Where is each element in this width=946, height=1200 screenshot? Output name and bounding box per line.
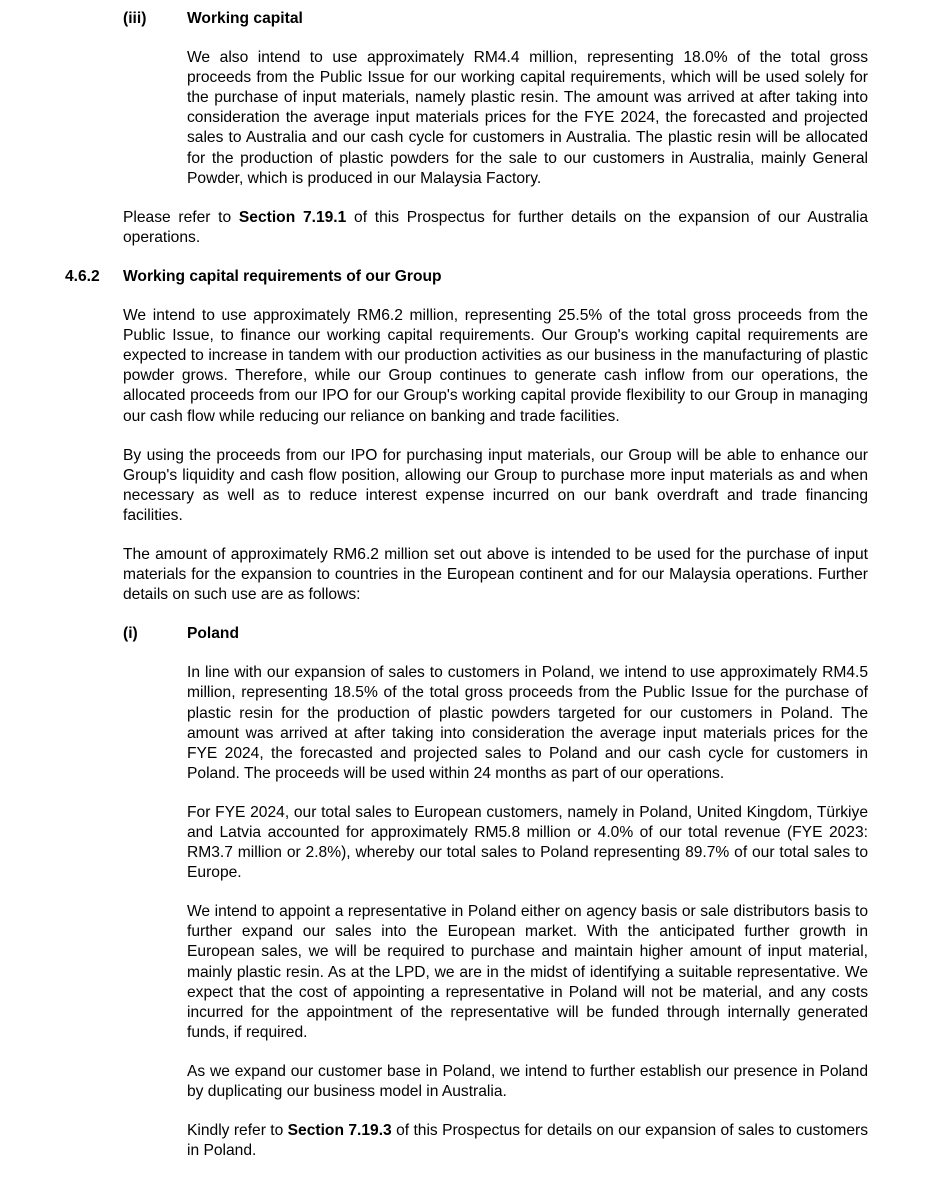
refer-australia-suffix: of this Prospectus for further details on the expansion of our Australia operations. — [123, 208, 869, 246]
refer-poland-suffix: of this Prospectus for details on our expansion of sales to customers in Poland. — [187, 1122, 868, 1160]
refer-poland-section-ref: Section 7.19.3 — [287, 1122, 392, 1140]
refer-australia-prefix: Please refer to — [123, 208, 239, 226]
item-iii-block — [123, 9, 868, 248]
item-i-para-4: As we expand our customer base in Poland, we intend to further establish our presence in Poland by duplicating our business model in Australia. — [187, 1062, 868, 1101]
item-i-para-3: We intend to appoint a representative in Poland either on agency basis or sale distributors basis to further expand our sales into the European market. With the anticipated further growth in European sales, we will be required to purchase and maintain higher amount of input material, mainly plastic resin. As at the LPD, we are in the midst of identifying a suitable representative. We expect that the cost of appointing a representative in Poland will not be material, and any costs incurred for the appointment of the representative will be funded through internally generated funds, if required. — [187, 903, 868, 1041]
item-i-heading-row — [123, 624, 868, 644]
item-i-heading: Poland — [187, 625, 239, 643]
item-i-para-2: For FYE 2024, our total sales to European customers, namely in Poland, United Kingdom, Türkiye and Latvia accounted for approximately RM5.8 million or 4.0% of our total revenue (FYE 2023: RM3.7 million or 2.8%), whereby our total sales to Poland representing 89.7% of our total sales to Europe. — [187, 803, 868, 882]
refer-poland-prefix: Kindly refer to — [187, 1122, 288, 1140]
section-4-6-2-number: 4.6.2 — [65, 267, 100, 285]
item-i-block — [123, 624, 868, 1161]
section-4-6-2-body — [123, 267, 868, 1161]
item-iii-heading-row — [123, 9, 868, 29]
item-iii-marker: (iii) — [123, 10, 147, 27]
item-i-body — [187, 663, 868, 1161]
section-4-6-2-para-1: We intend to use approximately RM6.2 million, representing 25.5% of the total gross proceeds from the Public Issue, to finance our working capital requirements. Our Group's working capital requirements are expected to increase in tandem with our production activities as our business in the manufacturing of plastic powder grows. Therefore, while our Group continues to generate cash inflow from our operations, the allocated proceeds from our IPO for our Group's working capital provide flexibility to our Group in managing our cash flow while reducing our reliance on banking and trade facilities. — [123, 307, 868, 425]
section-4-6-2-para-2: By using the proceeds from our IPO for purchasing input materials, our Group will be able to enhance our Group's liquidity and cash flow position, allowing our Group to purchase more input materials as and when necessary as well as to reduce interest expense incurred on our bank overdraft and trade financing facilities. — [123, 446, 868, 524]
item-i-marker: (i) — [123, 625, 138, 643]
section-4-6-2-para-3: The amount of approximately RM6.2 million set out above is intended to be used for the purchase of input materials for the expansion to countries in the European continent and for our Malaysia operations. Further details on such use are as follows: — [123, 545, 868, 604]
refer-australia-section-ref: Section 7.19.1 — [238, 208, 347, 226]
item-i-para-1: In line with our expansion of sales to customers in Poland, we intend to use approximately RM4.5 million, representing 18.5% of the total gross proceeds from the Public Issue for the purchase of plastic resin for the production of plastic powders targeted for our customers in Poland. The amount was arrived at after taking into consideration the average input materials prices for the FYE 2024, the forecasted and projected sales to Poland and our cash cycle for customers in Poland. The proceeds will be used within 24 months as part of our operations. — [187, 664, 868, 782]
section-4-6-2 — [65, 267, 868, 1161]
refer-poland-para — [187, 1121, 868, 1161]
item-iii-para-1: We also intend to use approximately RM4.4 million, representing 18.0% of the total gross proceeds from the Public Issue for our working capital requirements, which will be used solely for the purchase of input materials, namely plastic resin. The amount was arrived at after taking into consideration the average input materials prices for the FYE 2024, the forecasted and projected sales to Australia and our cash cycle for customers in Australia. The plastic resin will be allocated for the production of plastic powders for the sale to our customers in Australia, mainly General Powder, which is produced in our Malaysia Factory. — [187, 49, 868, 187]
item-iii-heading: Working capital — [187, 10, 303, 27]
refer-australia-para — [123, 208, 868, 248]
section-4-6-2-heading-row — [123, 267, 868, 287]
item-iii-body — [187, 48, 868, 189]
section-4-6-2-heading: Working capital requirements of our Group — [123, 267, 442, 285]
